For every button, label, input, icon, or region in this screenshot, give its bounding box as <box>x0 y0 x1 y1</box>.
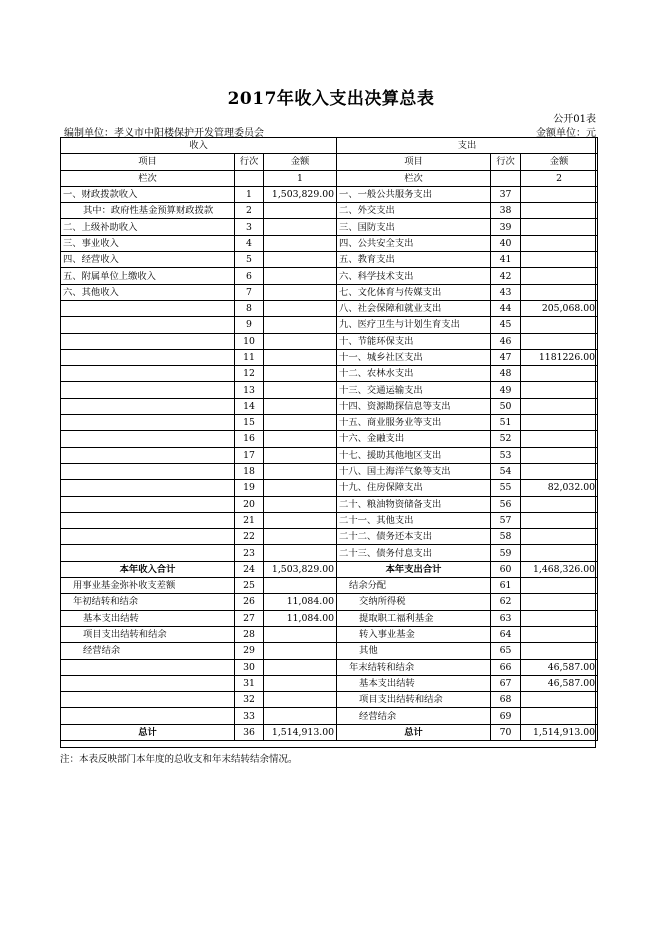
expense-amount-cell <box>521 626 598 642</box>
income-amount-cell <box>264 284 337 300</box>
expense-amount-cell <box>521 219 598 235</box>
page-title: 2017年收入支出决算总表 <box>227 89 435 109</box>
income-amount-cell <box>264 333 337 349</box>
table-row <box>61 415 598 431</box>
income-amount-cell <box>264 366 337 382</box>
expense-amount-cell <box>521 692 598 708</box>
footnote: 注：本表反映部门本年度的总收支和年末结转结余情况。 <box>60 754 298 765</box>
income-item-cell: 三、事业收入 <box>61 235 235 251</box>
table-row <box>61 659 598 675</box>
income-line-cell: 15 <box>235 415 264 431</box>
expense-item-cell: 十五、商业服务业等支出 <box>337 415 491 431</box>
income-item-cell <box>61 659 235 675</box>
income-item-cell: 经营结余 <box>61 643 235 659</box>
income-item-cell <box>61 317 235 333</box>
income-item-cell <box>61 447 235 463</box>
expense-amount-cell <box>521 594 598 610</box>
income-amount-cell <box>264 268 337 284</box>
income-line-cell: 3 <box>235 219 264 235</box>
expense-line-cell: 42 <box>491 268 521 284</box>
income-amount-cell <box>264 659 337 675</box>
expense-line-cell: 38 <box>491 203 521 219</box>
income-line-cell: 5 <box>235 252 264 268</box>
income-line-cell: 21 <box>235 512 264 528</box>
expense-line-cell: 48 <box>491 366 521 382</box>
expense-item-cell: 十二、农林水支出 <box>337 366 491 382</box>
expense-item-cell: 十七、援助其他地区支出 <box>337 447 491 463</box>
income-line-cell: 36 <box>235 724 264 740</box>
table-row <box>61 561 598 577</box>
income-item-cell <box>61 708 235 724</box>
expense-item-cell: 交纳所得税 <box>337 594 491 610</box>
expense-item-cell: 结余分配 <box>337 578 491 594</box>
expense-item-cell: 其他 <box>337 643 491 659</box>
expense-line-cell: 53 <box>491 447 521 463</box>
income-item-cell <box>61 675 235 691</box>
expense-amount-cell <box>521 643 598 659</box>
expense-amount-cell <box>521 529 598 545</box>
expense-item-cell: 经营结余 <box>337 708 491 724</box>
expense-item-cell: 十一、城乡社区支出 <box>337 349 491 365</box>
income-item-cell: 项目支出结转和结余 <box>61 626 235 642</box>
table-row <box>61 545 598 561</box>
income-amount-cell <box>264 692 337 708</box>
expense-line-cell: 69 <box>491 708 521 724</box>
expense-item-cell: 十、节能环保支出 <box>337 333 491 349</box>
income-amount-cell <box>264 480 337 496</box>
expense-item-cell: 十四、资源勘探信息等支出 <box>337 398 491 414</box>
income-item-cell <box>61 415 235 431</box>
income-amount-cell: 1,514,913.00 <box>264 724 337 740</box>
expense-amount-cell: 82,032.00 <box>521 480 598 496</box>
table-row <box>61 317 598 333</box>
income-line-cell: 14 <box>235 398 264 414</box>
income-line-cell: 25 <box>235 578 264 594</box>
income-line-header: 行次 <box>235 154 264 170</box>
income-amount-cell <box>264 382 337 398</box>
expense-line-cell: 70 <box>491 724 521 740</box>
table-row <box>61 463 598 479</box>
expense-amount-cell <box>521 203 598 219</box>
income-item-cell <box>61 692 235 708</box>
income-amount-cell <box>264 708 337 724</box>
income-amount-cell <box>264 349 337 365</box>
expense-line-cell: 68 <box>491 692 521 708</box>
income-item-cell <box>61 545 235 561</box>
income-line-cell: 32 <box>235 692 264 708</box>
table-row <box>61 610 598 626</box>
expense-item-header: 项目 <box>337 154 491 170</box>
income-amount-cell <box>264 203 337 219</box>
expense-item-cell: 十八、国土海洋气象等支出 <box>337 463 491 479</box>
income-amount-cell: 1,503,829.00 <box>264 561 337 577</box>
expense-section-header: 支出 <box>337 138 598 154</box>
expense-amount-cell: 1181226.00 <box>521 349 598 365</box>
income-amount-cell <box>264 431 337 447</box>
income-item-cell: 五、附属单位上缴收入 <box>61 268 235 284</box>
income-line-cell: 1 <box>235 186 264 202</box>
income-item-cell <box>61 382 235 398</box>
expense-line-cell: 58 <box>491 529 521 545</box>
expense-amount-cell <box>521 235 598 251</box>
expense-item-cell: 九、医疗卫生与计划生育支出 <box>337 317 491 333</box>
expense-amount-cell <box>521 252 598 268</box>
expense-line-cell: 39 <box>491 219 521 235</box>
expense-line-cell: 59 <box>491 545 521 561</box>
expense-amount-cell <box>521 463 598 479</box>
income-line-cell: 16 <box>235 431 264 447</box>
expense-item-cell: 本年支出合计 <box>337 561 491 577</box>
expense-line-cell: 57 <box>491 512 521 528</box>
table-row <box>61 447 598 463</box>
expense-line-cell: 64 <box>491 626 521 642</box>
expense-item-cell: 五、教育支出 <box>337 252 491 268</box>
income-item-cell <box>61 463 235 479</box>
income-item-cell <box>61 529 235 545</box>
expense-amount-cell: 46,587.00 <box>521 659 598 675</box>
expense-line-cell: 55 <box>491 480 521 496</box>
income-item-cell: 四、经营收入 <box>61 252 235 268</box>
expense-line-cell: 54 <box>491 463 521 479</box>
expense-item-cell: 二十、粮油物资储备支出 <box>337 496 491 512</box>
expense-line-cell: 50 <box>491 398 521 414</box>
income-line-cell: 4 <box>235 235 264 251</box>
income-line-cell: 8 <box>235 300 264 316</box>
expense-line-cell: 65 <box>491 643 521 659</box>
expense-line-cell: 67 <box>491 675 521 691</box>
table-row <box>61 708 598 724</box>
income-item-cell: 年初结转和结余 <box>61 594 235 610</box>
organization-label: 编制单位：孝义市中阳楼保护开发管理委员会 <box>64 128 264 139</box>
income-item-cell <box>61 333 235 349</box>
income-line-cell: 28 <box>235 626 264 642</box>
table-row <box>61 512 598 528</box>
table-row <box>61 692 598 708</box>
expense-line-cell: 41 <box>491 252 521 268</box>
income-item-cell: 本年收入合计 <box>61 561 235 577</box>
income-amount-cell <box>264 415 337 431</box>
expense-item-cell: 十九、住房保障支出 <box>337 480 491 496</box>
expense-amount-cell: 46,587.00 <box>521 675 598 691</box>
income-line-cell: 10 <box>235 333 264 349</box>
table-row <box>61 235 598 251</box>
income-line-cell: 26 <box>235 594 264 610</box>
table-row <box>61 431 598 447</box>
expense-item-cell: 提取职工福利基金 <box>337 610 491 626</box>
income-amount-cell <box>264 496 337 512</box>
table-row <box>61 333 598 349</box>
income-item-cell <box>61 512 235 528</box>
expense-line-cell: 37 <box>491 186 521 202</box>
expense-amount-cell <box>521 317 598 333</box>
income-line-cell: 13 <box>235 382 264 398</box>
income-column-label: 栏次 <box>61 170 235 186</box>
table-row <box>61 724 598 740</box>
table-row <box>61 496 598 512</box>
income-expense-table <box>60 137 598 741</box>
table-row <box>61 219 598 235</box>
income-line-cell: 12 <box>235 366 264 382</box>
expense-amount-cell: 1,468,326.00 <box>521 561 598 577</box>
income-line-cell: 11 <box>235 349 264 365</box>
expense-item-cell: 八、社会保障和就业支出 <box>337 300 491 316</box>
income-amount-cell <box>264 252 337 268</box>
income-item-cell <box>61 480 235 496</box>
table-row <box>61 626 598 642</box>
expense-line-cell: 60 <box>491 561 521 577</box>
income-amount-cell <box>264 512 337 528</box>
expense-item-cell: 二十二、债务还本支出 <box>337 529 491 545</box>
expense-item-cell: 十三、交通运输支出 <box>337 382 491 398</box>
expense-item-cell: 七、文化体育与传媒支出 <box>337 284 491 300</box>
expense-item-cell: 年末结转和结余 <box>337 659 491 675</box>
income-item-cell: 其中：政府性基金预算财政拨款 <box>61 203 235 219</box>
income-amount-cell <box>264 219 337 235</box>
income-amount-cell <box>264 300 337 316</box>
expense-line-header: 行次 <box>491 154 521 170</box>
income-amount-cell: 11,084.00 <box>264 610 337 626</box>
expense-item-cell: 基本支出结转 <box>337 675 491 691</box>
income-amount-cell <box>264 529 337 545</box>
expense-item-cell: 二、外交支出 <box>337 203 491 219</box>
income-section-header: 收入 <box>61 138 337 154</box>
expense-amount-cell <box>521 512 598 528</box>
expense-amount-cell <box>521 496 598 512</box>
expense-item-cell: 一、一般公共服务支出 <box>337 186 491 202</box>
expense-amount-cell <box>521 284 598 300</box>
expense-amount-cell <box>521 398 598 414</box>
income-amount-cell <box>264 675 337 691</box>
expense-item-cell: 十六、金融支出 <box>337 431 491 447</box>
income-amount-cell <box>264 463 337 479</box>
expense-amount-cell <box>521 447 598 463</box>
column-number-row <box>61 170 598 186</box>
expense-line-cell: 44 <box>491 300 521 316</box>
income-line-cell: 31 <box>235 675 264 691</box>
section-header-row <box>61 138 598 154</box>
income-amount-cell: 11,084.00 <box>264 594 337 610</box>
income-line-cell: 30 <box>235 659 264 675</box>
income-amount-cell <box>264 235 337 251</box>
expense-line-cell: 61 <box>491 578 521 594</box>
expense-item-cell: 六、科学技术支出 <box>337 268 491 284</box>
expense-line-cell: 40 <box>491 235 521 251</box>
expense-amount-cell <box>521 415 598 431</box>
table-row <box>61 186 598 202</box>
table-row <box>61 366 598 382</box>
table-row <box>61 252 598 268</box>
expense-line-cell: 66 <box>491 659 521 675</box>
income-line-cell: 9 <box>235 317 264 333</box>
expense-amount-cell: 1,514,913.00 <box>521 724 598 740</box>
income-line-cell: 29 <box>235 643 264 659</box>
table-row <box>61 529 598 545</box>
income-line-cell: 19 <box>235 480 264 496</box>
income-line-cell: 18 <box>235 463 264 479</box>
table-row <box>61 349 598 365</box>
amount-unit-label: 金额单位：元 <box>536 128 596 139</box>
empty-cell <box>235 170 264 186</box>
expense-line-cell: 46 <box>491 333 521 349</box>
income-line-cell: 23 <box>235 545 264 561</box>
income-line-cell: 27 <box>235 610 264 626</box>
expense-line-cell: 52 <box>491 431 521 447</box>
expense-amount-cell: 205,068.00 <box>521 300 598 316</box>
expense-amount-cell <box>521 578 598 594</box>
expense-item-cell: 四、公共安全支出 <box>337 235 491 251</box>
expense-item-cell: 二十一、其他支出 <box>337 512 491 528</box>
expense-amount-cell <box>521 708 598 724</box>
expense-item-cell: 总计 <box>337 724 491 740</box>
income-item-cell <box>61 496 235 512</box>
expense-amount-cell <box>521 186 598 202</box>
table-row <box>61 578 598 594</box>
form-number: 公开01表 <box>553 114 596 125</box>
income-line-cell: 2 <box>235 203 264 219</box>
income-line-cell: 7 <box>235 284 264 300</box>
expense-amount-cell <box>521 268 598 284</box>
income-amount-cell <box>264 545 337 561</box>
income-line-cell: 33 <box>235 708 264 724</box>
expense-line-cell: 49 <box>491 382 521 398</box>
expense-amount-cell <box>521 431 598 447</box>
table-row <box>61 675 598 691</box>
income-item-cell: 基本支出结转 <box>61 610 235 626</box>
table-row <box>61 382 598 398</box>
expense-line-cell: 56 <box>491 496 521 512</box>
expense-amount-cell <box>521 545 598 561</box>
table-row <box>61 300 598 316</box>
income-item-cell: 总计 <box>61 724 235 740</box>
expense-item-cell: 项目支出结转和结余 <box>337 692 491 708</box>
table-row <box>61 284 598 300</box>
expense-item-cell: 三、国防支出 <box>337 219 491 235</box>
income-amount-cell <box>264 578 337 594</box>
income-amount-cell: 1,503,829.00 <box>264 186 337 202</box>
table-row <box>61 203 598 219</box>
income-item-cell <box>61 366 235 382</box>
income-amount-cell <box>264 317 337 333</box>
table-row <box>61 268 598 284</box>
income-item-cell: 一、财政拨款收入 <box>61 186 235 202</box>
expense-amount-cell <box>521 382 598 398</box>
income-amount-cell <box>264 447 337 463</box>
expense-item-cell: 二十三、债务付息支出 <box>337 545 491 561</box>
income-item-cell: 六、其他收入 <box>61 284 235 300</box>
income-amount-cell <box>264 626 337 642</box>
expense-line-cell: 62 <box>491 594 521 610</box>
income-item-cell: 二、上级补助收入 <box>61 219 235 235</box>
income-amount-cell <box>264 398 337 414</box>
income-item-cell <box>61 398 235 414</box>
table-row <box>61 594 598 610</box>
income-item-cell <box>61 431 235 447</box>
expense-line-cell: 47 <box>491 349 521 365</box>
expense-item-cell: 转入事业基金 <box>337 626 491 642</box>
table-row <box>61 643 598 659</box>
expense-amount-cell <box>521 610 598 626</box>
empty-cell <box>491 170 521 186</box>
income-item-cell <box>61 300 235 316</box>
expense-line-cell: 63 <box>491 610 521 626</box>
table-row <box>61 480 598 496</box>
expense-column-number: 2 <box>521 170 598 186</box>
income-item-cell: 用事业基金弥补收支差额 <box>61 578 235 594</box>
income-item-cell <box>61 349 235 365</box>
income-amount-header: 金额 <box>264 154 337 170</box>
expense-line-cell: 43 <box>491 284 521 300</box>
column-header-row <box>61 154 598 170</box>
expense-line-cell: 51 <box>491 415 521 431</box>
income-column-number: 1 <box>264 170 337 186</box>
expense-column-label: 栏次 <box>337 170 491 186</box>
income-line-cell: 17 <box>235 447 264 463</box>
income-amount-cell <box>264 643 337 659</box>
income-item-header: 项目 <box>61 154 235 170</box>
income-line-cell: 22 <box>235 529 264 545</box>
expense-amount-header: 金额 <box>521 154 598 170</box>
table-row <box>61 398 598 414</box>
expense-amount-cell <box>521 366 598 382</box>
expense-amount-cell <box>521 333 598 349</box>
income-line-cell: 20 <box>235 496 264 512</box>
income-line-cell: 6 <box>235 268 264 284</box>
income-line-cell: 24 <box>235 561 264 577</box>
expense-line-cell: 45 <box>491 317 521 333</box>
